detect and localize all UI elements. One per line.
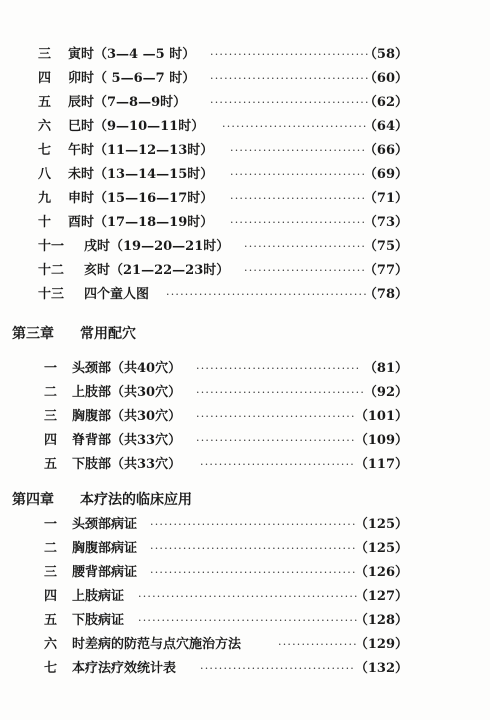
entry-page: （126） — [354, 565, 408, 580]
dot-leader: ··········································· — [166, 288, 368, 301]
entry-page: （132） — [354, 661, 408, 676]
dot-leader: ····························· — [230, 168, 367, 181]
entry-page: （71） — [363, 191, 408, 206]
entry-number: 四 — [44, 589, 58, 604]
entry-title: 申时（15—16—17时） — [68, 191, 214, 206]
entry-number: 七 — [38, 143, 52, 158]
entry-title: 本疗法疗效统计表 — [72, 661, 177, 676]
entry-number: 四 — [38, 71, 52, 86]
toc-entry — [0, 92, 490, 114]
entry-page: （117） — [354, 457, 408, 472]
entry-title: 戌时（19—20—21时） — [84, 239, 230, 254]
entry-page: （92） — [363, 385, 408, 400]
dot-leader: ·································· — [210, 48, 370, 61]
entry-page: （73） — [363, 215, 408, 230]
dot-leader: ································· — [200, 458, 355, 471]
entry-page: （60） — [363, 71, 408, 86]
toc-entry — [0, 44, 490, 66]
toc-entry — [0, 164, 490, 186]
entry-title: 亥时（21—22—23时） — [84, 263, 230, 278]
entry-title: 胸腹部（共30穴） — [72, 409, 182, 424]
entry-title: 巳时（9—10—11时） — [68, 119, 205, 134]
dot-leader: ··············································· — [138, 614, 359, 627]
toc-entry — [0, 358, 490, 380]
toc-entry — [0, 68, 490, 90]
entry-title: 上肢部（共30穴） — [72, 385, 182, 400]
entry-page: （81） — [363, 361, 408, 376]
entry-page: （77） — [363, 263, 408, 278]
entry-title: 胸腹部病证 — [72, 541, 138, 556]
chapter-label: 第三章 — [12, 326, 54, 342]
toc-entry — [0, 212, 490, 234]
entry-number: 三 — [38, 47, 52, 62]
toc-entry — [0, 562, 490, 584]
entry-number: 四 — [44, 433, 58, 448]
dot-leader: ·································· — [210, 96, 370, 109]
entry-page: （62） — [363, 95, 408, 110]
dot-leader: ·································· — [196, 410, 356, 423]
dot-leader: ············································ — [150, 566, 357, 579]
entry-title: 午时（11—12—13时） — [68, 143, 214, 158]
entry-number: 二 — [44, 385, 58, 400]
entry-page: （69） — [363, 167, 408, 182]
entry-number: 二 — [44, 541, 58, 556]
entry-page: （64） — [363, 119, 408, 134]
entry-title: 卯时（ 5—6—7 时） — [68, 71, 196, 86]
entry-title: 下肢部（共33穴） — [72, 457, 182, 472]
entry-number: 十二 — [38, 263, 65, 278]
entry-title: 脊背部（共33穴） — [72, 433, 182, 448]
entry-title: 头颈部（共40穴） — [72, 361, 182, 376]
dot-leader: ····························· — [230, 144, 367, 157]
entry-title: 未时（13—14—15时） — [68, 167, 214, 182]
entry-title: 酉时（17—18—19时） — [68, 215, 214, 230]
entry-number: 八 — [38, 167, 52, 182]
toc-entry — [0, 430, 490, 452]
entry-title: 头颈部病证 — [72, 517, 138, 532]
entry-number: 六 — [44, 637, 58, 652]
entry-title: 腰背部病证 — [72, 565, 138, 580]
entry-title: 四个童人图 — [84, 287, 150, 302]
toc-entry — [0, 658, 490, 680]
entry-number: 三 — [44, 565, 58, 580]
entry-page: （129） — [354, 637, 408, 652]
toc-entry — [0, 260, 490, 282]
entry-number: 十 — [38, 215, 52, 230]
entry-number: 五 — [44, 613, 58, 628]
toc-entry — [0, 284, 490, 306]
entry-title: 时差病的防范与点穴施治方法 — [72, 637, 242, 652]
dot-leader: ································· — [200, 662, 355, 675]
chapter-title: 常用配穴 — [80, 326, 136, 342]
dot-leader: ·························· — [244, 264, 367, 277]
toc-entry — [0, 514, 490, 536]
toc-entry — [0, 382, 490, 404]
toc-entry — [0, 236, 490, 258]
entry-page: （78） — [363, 287, 408, 302]
entry-number: 五 — [38, 95, 52, 110]
chapter-heading — [12, 488, 192, 512]
dot-leader: ······························· — [222, 120, 368, 133]
entry-page: （127） — [354, 589, 408, 604]
chapter-label: 第四章 — [12, 492, 54, 508]
toc-entry — [0, 188, 490, 210]
entry-page: （125） — [354, 517, 408, 532]
entry-title: 寅时（3—4 —5 时） — [68, 47, 196, 62]
toc-entry — [0, 116, 490, 138]
entry-page: （125） — [354, 541, 408, 556]
entry-number: 九 — [38, 191, 52, 206]
dot-leader: ·································· — [196, 434, 356, 447]
dot-leader: ············································ — [150, 542, 357, 555]
entry-title: 辰时（7—8—9时） — [68, 95, 187, 110]
entry-page: （128） — [354, 613, 408, 628]
toc-entry — [0, 140, 490, 162]
toc-entry — [0, 454, 490, 476]
dot-leader: ···································· — [196, 386, 366, 399]
entry-number: 三 — [44, 409, 58, 424]
chapter-title: 本疗法的临床应用 — [80, 492, 192, 508]
chapter-heading — [12, 322, 136, 346]
dot-leader: ·································· — [210, 72, 370, 85]
entry-title: 下肢病证 — [72, 613, 125, 628]
entry-page: （109） — [354, 433, 408, 448]
entry-number: 五 — [44, 457, 58, 472]
entry-number: 一 — [44, 517, 58, 532]
dot-leader: ··············································· — [138, 590, 359, 603]
dot-leader: ····························· — [230, 216, 367, 229]
entry-page: （58） — [363, 47, 408, 62]
dot-leader: ················· — [278, 638, 358, 651]
toc-entry — [0, 610, 490, 632]
toc-entry — [0, 586, 490, 608]
dot-leader: ············································ — [150, 518, 357, 531]
entry-page: （66） — [363, 143, 408, 158]
dot-leader: ····························· — [230, 192, 367, 205]
dot-leader: ·························· — [244, 240, 367, 253]
entry-number: 六 — [38, 119, 52, 134]
entry-page: （101） — [354, 409, 408, 424]
entry-number: 十三 — [38, 287, 65, 302]
entry-title: 上肢病证 — [72, 589, 125, 604]
entry-number: 十一 — [38, 239, 65, 254]
entry-page: （75） — [363, 239, 408, 254]
toc-entry — [0, 538, 490, 560]
toc-entry — [0, 406, 490, 428]
toc-entry — [0, 634, 490, 656]
entry-number: 一 — [44, 361, 58, 376]
dot-leader: ··································· — [196, 362, 361, 375]
entry-number: 七 — [44, 661, 58, 676]
